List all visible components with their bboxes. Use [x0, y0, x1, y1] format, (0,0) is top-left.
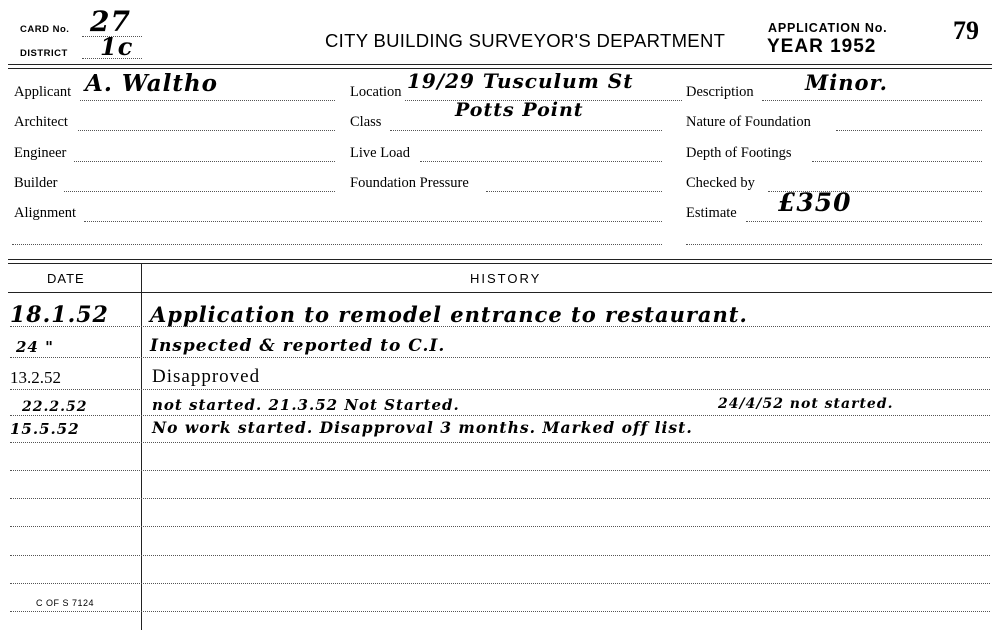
- estimate-line-2: [686, 244, 982, 245]
- district-value: 1c: [100, 32, 134, 61]
- district-label: DISTRICT: [20, 48, 68, 59]
- nature-of-foundation-label: Nature of Foundation: [686, 114, 811, 130]
- table-column-divider: [141, 264, 142, 630]
- row-date: 22.2.52: [22, 399, 88, 415]
- row-history: not started. 21.3.52 Not Started.: [152, 396, 460, 414]
- applicant-line: [80, 100, 335, 101]
- application-no-value: 79: [953, 16, 979, 45]
- class-label: Class: [350, 114, 382, 130]
- architect-label: Architect: [14, 114, 68, 130]
- row-history: Inspected & reported to C.I.: [150, 336, 446, 356]
- estimate-line: [746, 221, 982, 222]
- table-rule-line: [10, 555, 990, 556]
- table-rule-line: [10, 583, 990, 584]
- foundation-pressure-line: [486, 191, 662, 192]
- live-load-line: [420, 161, 662, 162]
- row-date: 18.1.52: [10, 302, 109, 328]
- row-date: 15.5.52: [10, 420, 80, 438]
- year-label: YEAR 1952: [767, 36, 877, 57]
- description-value: Minor.: [805, 70, 888, 95]
- alignment-line-2: [12, 244, 662, 245]
- table-header-rule: [8, 292, 992, 293]
- live-load-label: Live Load: [350, 145, 410, 161]
- description-label: Description: [686, 84, 754, 100]
- location-value-2: Potts Point: [455, 99, 584, 121]
- table-rule-line: [10, 389, 990, 390]
- table-rule-line: [10, 498, 990, 499]
- depth-of-footings-label: Depth of Footings: [686, 145, 792, 161]
- alignment-label: Alignment: [14, 205, 77, 221]
- table-rule-line: [10, 526, 990, 527]
- row-history: Application to remodel entrance to restaurant.: [150, 302, 748, 327]
- row-history: Disapproved: [152, 366, 261, 387]
- table-top-rule-2: [8, 263, 992, 264]
- header-rule-1: [8, 64, 992, 65]
- class-line: [390, 130, 662, 131]
- row-history: No work started. Disapproval 3 months. Marked off list.: [152, 418, 693, 437]
- row-date: 24 ": [16, 338, 54, 356]
- applicant-label: Applicant: [14, 84, 72, 100]
- depth-of-footings-line: [812, 161, 982, 162]
- alignment-line: [84, 221, 662, 222]
- table-top-rule-1: [8, 259, 992, 260]
- form-code: C OF S 7124: [36, 598, 95, 608]
- architect-line: [78, 130, 335, 131]
- location-value: 19/29 Tusculum St: [407, 69, 634, 93]
- district-line: [82, 58, 142, 59]
- table-rule-line: [10, 415, 990, 416]
- card-no-value: 27: [90, 5, 131, 38]
- description-line: [762, 100, 982, 101]
- table-rule-line: [10, 357, 990, 358]
- checked-by-label: Checked by: [686, 175, 755, 191]
- card-no-label: CARD No.: [20, 24, 70, 35]
- department-title: CITY BUILDING SURVEYOR'S DEPARTMENT: [325, 30, 726, 51]
- applicant-value: A. Waltho: [85, 70, 219, 97]
- location-label: Location: [350, 84, 402, 100]
- table-rule-line: [10, 470, 990, 471]
- estimate-value: £350: [778, 188, 852, 217]
- date-header: DATE: [47, 271, 85, 286]
- estimate-label: Estimate: [686, 205, 737, 221]
- application-no-label: APPLICATION No.: [768, 21, 888, 35]
- table-rule-line: [10, 611, 990, 612]
- history-header: HISTORY: [470, 271, 542, 286]
- builder-label: Builder: [14, 175, 58, 191]
- row-date: 13.2.52: [10, 368, 61, 387]
- table-rule-line: [10, 442, 990, 443]
- foundation-pressure-label: Foundation Pressure: [350, 175, 469, 191]
- row-history-extra: 24/4/52 not started.: [718, 396, 894, 412]
- nature-of-foundation-line: [836, 130, 982, 131]
- engineer-line: [74, 161, 335, 162]
- builder-line: [64, 191, 335, 192]
- engineer-label: Engineer: [14, 145, 67, 161]
